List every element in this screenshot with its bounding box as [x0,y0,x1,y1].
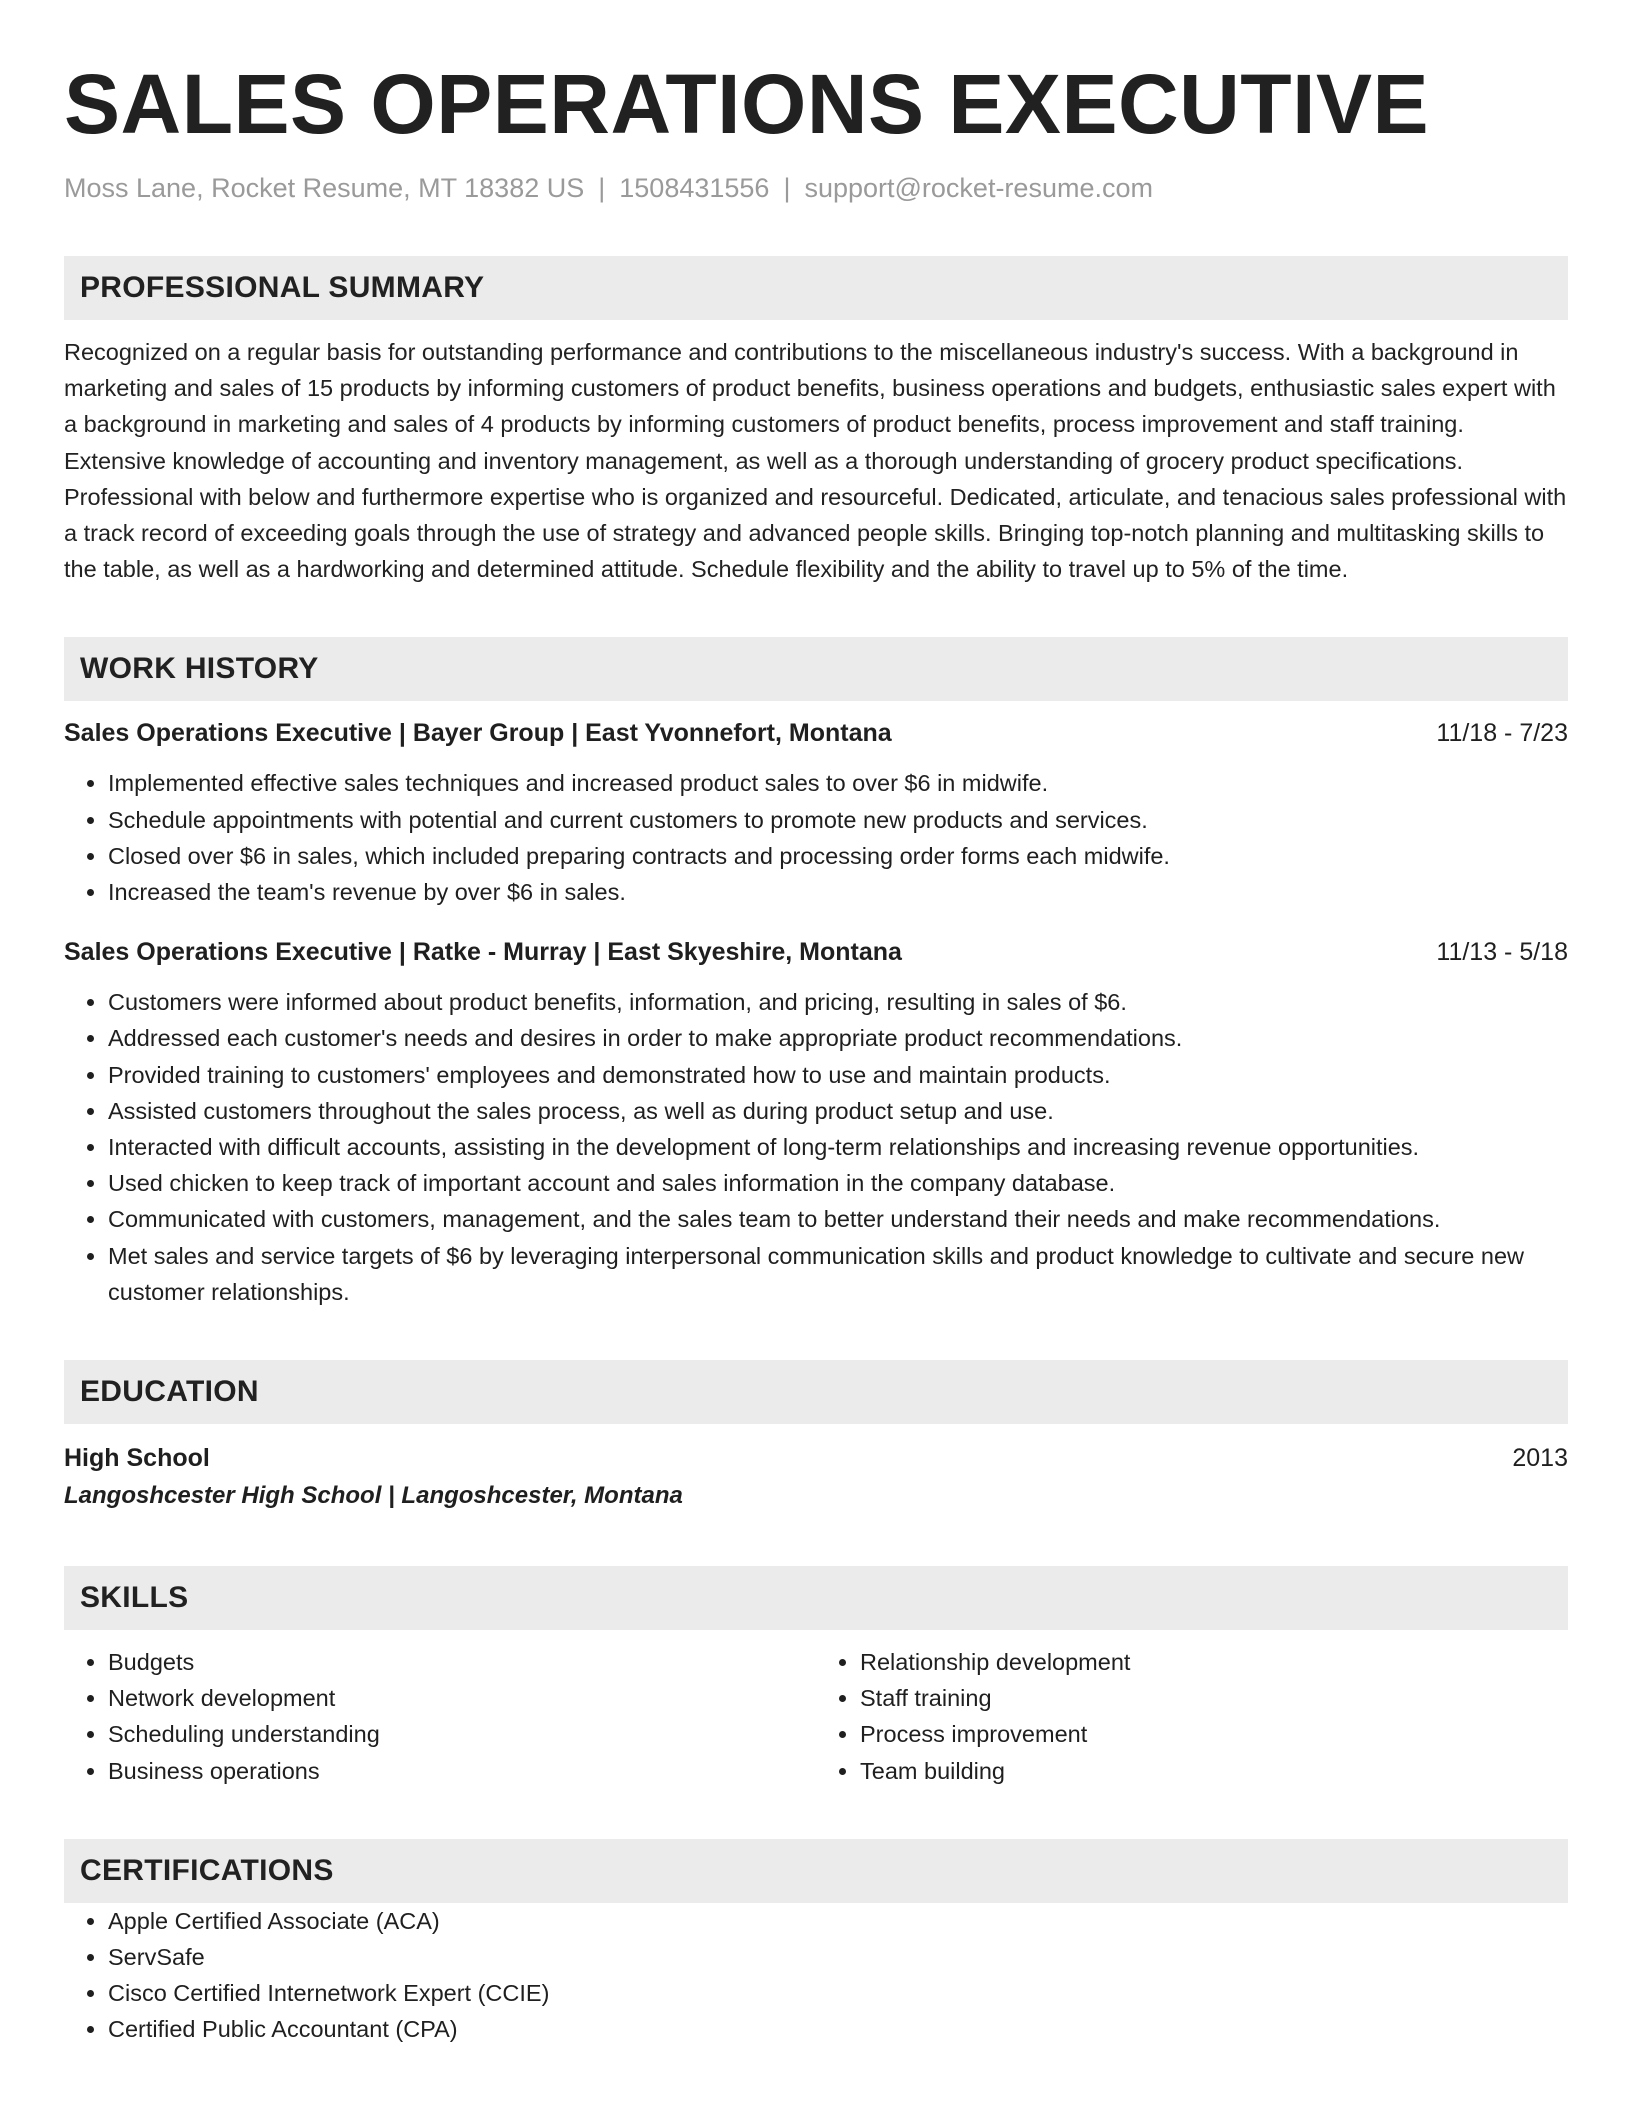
job-dates: 11/13 - 5/18 [1436,938,1568,967]
skill-item: • Team building [860,1753,1568,1789]
education-heading-row [64,1440,1568,1476]
job-heading-row [64,934,1568,970]
job-bullet: • Met sales and service targets of $6 by leveraging interpersonal communication skills and product knowledge to cultivate and secure new customer relationships. [108,1238,1568,1310]
skill-item: • Relationship development [860,1644,1568,1680]
job-bullets [64,984,1568,1310]
contact-separator: | [598,173,606,203]
job-bullet: • Assisted customers throughout the sales process, as well as during product setup and use. [108,1093,1568,1129]
job-bullets [64,765,1568,910]
job-bullet: • Increased the team's revenue by over $6 in sales. [108,874,1568,910]
certification-item: • Cisco Certified Internetwork Expert (CCIE) [108,1975,1568,2011]
section-header-skills: SKILLS [64,1566,1568,1630]
summary-text: Recognized on a regular basis for outstanding performance and contributions to the miscellaneous industry's success. With a background in marketing and sales of 15 products by informing customers of product benefits, business operations and budgets, enthusiastic sales expert with a background in marketing and sales of 4 products by informing customers of product benefits, process improvement and staff training. Extensive knowledge of accounting and inventory management, as well as a thorough understanding of grocery product specifications. Professional with below and furthermore expertise who is organized and resourceful. Dedicated, articulate, and tenacious sales professional with a track record of exceeding goals through the use of strategy and advanced people skills. Bringing top-notch planning and multitasking skills to the table, as well as a hardworking and determined attitude. Schedule flexibility and the ability to travel up to 5% of the time. [64,339,1567,583]
skill-item: • Scheduling understanding [108,1716,816,1752]
job-bullet: • Interacted with difficult accounts, assisting in the development of long-term relationships and increasing revenue opportunities. [108,1129,1568,1165]
job-bullet: • Customers were informed about product benefits, information, and pricing, resulting in sales of $6. [108,984,1568,1020]
contact-address: Moss Lane, Rocket Resume, MT 18382 US [64,173,585,203]
education-school: Langoshcester High School | Langoshcester, Montana [64,1482,683,1510]
job-bullet: • Used chicken to keep track of important account and sales information in the company database. [108,1165,1568,1201]
contact-line [64,170,1568,206]
job-entry [64,715,1568,910]
skill-item: • Budgets [108,1644,816,1680]
skill-item: • Process improvement [860,1716,1568,1752]
education-year: 2013 [1512,1444,1568,1473]
job-bullet: • Provided training to customers' employees and demonstrated how to use and maintain products. [108,1057,1568,1093]
section-header-work-history: WORK HISTORY [64,637,1568,701]
contact-phone: 1508431556 [619,173,770,203]
certification-item: • Apple Certified Associate (ACA) [108,1903,1568,1939]
job-dates: 11/18 - 7/23 [1436,719,1568,748]
job-bullet: • Implemented effective sales techniques and increased product sales to over $6 in midwife. [108,765,1568,801]
section-header-education: EDUCATION [64,1360,1568,1424]
job-bullet: • Schedule appointments with potential and current customers to promote new products and services. [108,802,1568,838]
skill-item: • Staff training [860,1680,1568,1716]
certifications-list [64,1903,1568,2048]
job-bullet: • Communicated with customers, management, and the sales team to better understand their needs and make recommendations. [108,1201,1568,1237]
certification-item: • ServSafe [108,1939,1568,1975]
section-header-summary: PROFESSIONAL SUMMARY [64,256,1568,320]
job-title: Sales Operations Executive | Bayer Group | East Yvonnefort, Montana [64,719,892,748]
job-heading-row [64,715,1568,751]
contact-email: support@rocket-resume.com [804,173,1153,203]
education-degree: High School [64,1444,210,1473]
skills-columns [64,1644,1568,1789]
certification-item: • Certified Public Accountant (CPA) [108,2011,1568,2047]
contact-separator: | [783,173,791,203]
job-bullet: • Addressed each customer's needs and desires in order to make appropriate product recommendations. [108,1020,1568,1056]
job-bullet: • Closed over $6 in sales, which included preparing contracts and processing order forms each midwife. [108,838,1568,874]
job-entry [64,934,1568,1310]
skill-item: • Business operations [108,1753,816,1789]
job-title: Sales Operations Executive | Ratke - Murray | East Skyeshire, Montana [64,938,902,967]
section-header-certifications: CERTIFICATIONS [64,1839,1568,1903]
skills-column-left [64,1644,816,1789]
skill-item: • Network development [108,1680,816,1716]
skills-column-right [816,1644,1568,1789]
education-entry [64,1440,1568,1516]
resume-name: SALES OPERATIONS EXECUTIVE [64,57,1429,151]
